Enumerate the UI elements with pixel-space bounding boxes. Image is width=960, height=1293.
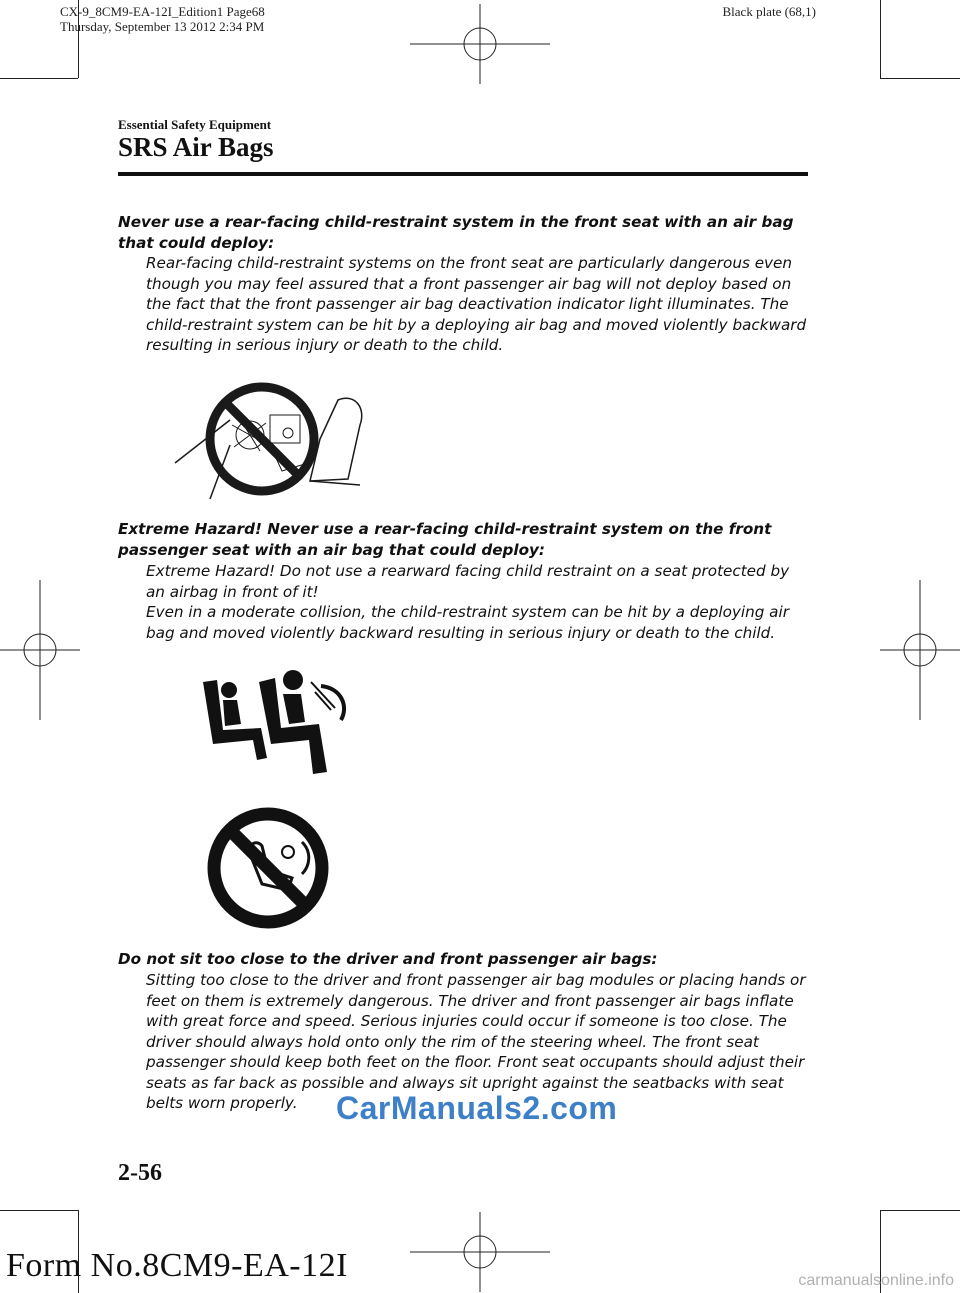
crop-mark bbox=[0, 1210, 78, 1211]
section-label: Essential Safety Equipment bbox=[118, 117, 272, 132]
warning-heading: Do not sit too close to the driver and front passenger air bags: bbox=[118, 950, 658, 968]
registration-target-icon bbox=[880, 580, 960, 720]
page-number: 2-56 bbox=[118, 1160, 162, 1186]
print-info-date: Thursday, September 13 2012 2:34 PM bbox=[60, 19, 265, 34]
registration-target-icon bbox=[410, 1212, 550, 1292]
crop-mark bbox=[880, 1210, 960, 1211]
warning-body: Sitting too close to the driver and front passenger air bag modules or placing hands or feet on them is extremely dangerous. The driver and front passenger air bags inflate with great force and speed. Serious injuries could occur if someone is too close. The driver should always hold onto only the rim of the steering wheel. The front seat passenger should keep both feet on the floor. Front seat occupants should adjust their seats as far back as possible and always sit upright against the seatbacks with seat belts worn properly. bbox=[146, 971, 806, 1112]
warning-heading: Never use a rear-facing child-restraint system in the front seat with an air bag that could deploy: bbox=[118, 213, 794, 252]
print-info-file: CX-9_8CM9-EA-12I_Edition1 Page68 bbox=[60, 4, 265, 19]
seated-occupants-pictogram-icon bbox=[195, 662, 355, 782]
warning-body: Rear-facing child-restraint systems on the front seat are particularly dangerous even though you may feel assured that a front passenger air bag will not deploy based on the fact that the front passenger air bag deactivation indicator light illuminates. The child-restraint system can be hit by a deploying air bag and moved violently backward resulting in serious injury or death to the child. bbox=[146, 254, 807, 354]
registration-target-icon bbox=[0, 580, 80, 720]
crop-mark bbox=[880, 0, 881, 78]
warning-body-line: Extreme Hazard! Do not use a rearward facing child restraint on a seat protected by an airbag in front of it! bbox=[146, 562, 790, 601]
prohibited-child-seat-icon bbox=[170, 375, 380, 500]
print-info bbox=[60, 4, 265, 34]
watermark-text: CarManuals2.com bbox=[336, 1090, 618, 1126]
registration-target-icon bbox=[410, 4, 550, 84]
form-number: Form No.8CM9-EA-12I bbox=[6, 1247, 348, 1284]
crop-mark bbox=[880, 78, 960, 79]
no-child-seat-prohibition-icon bbox=[206, 806, 330, 930]
plate-label: Black plate (68,1) bbox=[722, 4, 816, 19]
title-rule bbox=[118, 172, 808, 176]
page-title: SRS Air Bags bbox=[118, 132, 274, 162]
footer-site-text: carmanualsonline.info bbox=[798, 1272, 954, 1289]
warning-body-line: Even in a moderate collision, the child-restraint system can be hit by a deploying air bag and moved violently backward resulting in serious injury or death to the child. bbox=[146, 603, 789, 642]
warning-heading: Extreme Hazard! Never use a rear-facing child-restraint system on the front passenger seat with an air bag that could deploy: bbox=[118, 520, 772, 559]
crop-mark bbox=[0, 78, 78, 79]
